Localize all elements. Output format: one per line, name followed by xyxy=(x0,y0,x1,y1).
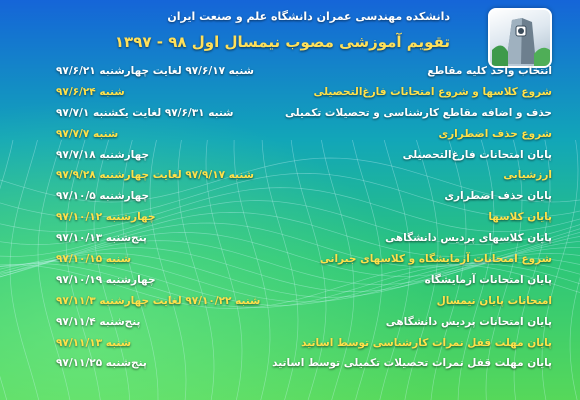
event-title: پایان مهلت قفل نمرات کارشناسی توسط اساتید xyxy=(301,336,552,349)
event-date: چهارشنبه ۹۷/۱۰/۱۹ xyxy=(56,273,156,286)
event-date: شنبه ۹۷/۶/۱۷ لغایت چهارشنبه ۹۷/۶/۲۱ xyxy=(56,65,254,77)
event-date: شنبه ۹۷/۶/۳۱ لغایت یکشنبه ۹۷/۷/۱ xyxy=(56,106,234,119)
event-title: پایان امتحانات آزمایشگاه xyxy=(424,273,552,286)
event-date: چهارشنبه ۹۷/۱۰/۱۲ xyxy=(56,211,156,224)
event-title: امتحانات پایان نیمسال xyxy=(436,294,552,307)
university-emblem-icon xyxy=(490,10,550,66)
event-title: پایان امتحانات پردیس دانشگاهی xyxy=(385,315,552,328)
event-title: شروع امتحانات آزمایشگاه و کلاسهای جبرانی xyxy=(319,253,552,266)
event-date: چهارشنبه ۹۷/۷/۱۸ xyxy=(56,148,150,161)
calendar-row xyxy=(18,207,552,228)
calendar-row xyxy=(18,103,552,124)
event-date: شنبه ۹۷/۱۰/۲۲ لغایت چهارشنبه ۹۷/۱۱/۳ xyxy=(56,294,261,307)
event-date: شنبه ۹۷/۱۱/۱۳ xyxy=(56,336,132,349)
calendar-row xyxy=(18,61,552,82)
event-title: حذف و اضافه مقاطع کارشناسی و تحصیلات تکمیلی xyxy=(284,106,552,119)
university-name: دانشکده مهندسی عمران دانشگاه علم و صنعت ایران xyxy=(167,10,450,23)
event-title: پایان حذف اضطراری xyxy=(444,190,552,203)
calendar-row xyxy=(18,353,552,374)
calendar-list xyxy=(18,61,552,374)
event-date: چهارشنبه ۹۷/۱۰/۵ xyxy=(56,190,150,203)
event-title: پایان کلاسها xyxy=(488,211,552,224)
event-date: پنج‌شنبه ۹۷/۱۱/۲۵ xyxy=(56,357,147,370)
event-date: شنبه ۹۷/۱۰/۱۵ xyxy=(56,253,132,266)
university-logo xyxy=(488,8,552,68)
event-title: پایان مهلت قفل نمرات تحصیلات تکمیلی توسط اساتید xyxy=(272,357,552,370)
event-date: شنبه ۹۷/۹/۱۷ لغایت چهارشنبه ۹۷/۹/۲۸ xyxy=(56,169,254,182)
event-date: پنج‌شنبه ۹۷/۱۱/۴ xyxy=(56,315,141,328)
event-date: شنبه ۹۷/۶/۲۴ xyxy=(56,85,125,98)
calendar-row xyxy=(18,228,552,249)
calendar-row xyxy=(18,249,552,270)
calendar-row xyxy=(18,186,552,207)
event-title: ارزشیابی xyxy=(503,169,552,182)
event-title: پایان امتحانات فارغ‌التحصیلی xyxy=(402,148,552,161)
calendar-row xyxy=(18,270,552,291)
event-date: پنج‌شنبه ۹۷/۱۰/۱۳ xyxy=(56,232,147,245)
calendar-row xyxy=(18,145,552,166)
calendar-row xyxy=(18,165,552,186)
calendar-row xyxy=(18,82,552,103)
semester-title: تقویم آموزشی مصوب نیمسال اول ۹۸ - ۱۳۹۷ xyxy=(114,33,450,51)
event-title: شروع کلاسها و شروع امتحانات فارغ‌التحصیلی xyxy=(313,85,552,98)
event-title: پایان کلاسهای پردیس دانشگاهی xyxy=(385,232,552,245)
calendar-row xyxy=(18,312,552,333)
calendar-row xyxy=(18,124,552,145)
event-title: انتخاب واحد کلیه مقاطع xyxy=(427,65,552,77)
event-date: شنبه ۹۷/۷/۷ xyxy=(56,127,119,140)
event-title: شروع حذف اضطراری xyxy=(438,127,552,140)
calendar-row xyxy=(18,291,552,312)
calendar-row xyxy=(18,333,552,354)
